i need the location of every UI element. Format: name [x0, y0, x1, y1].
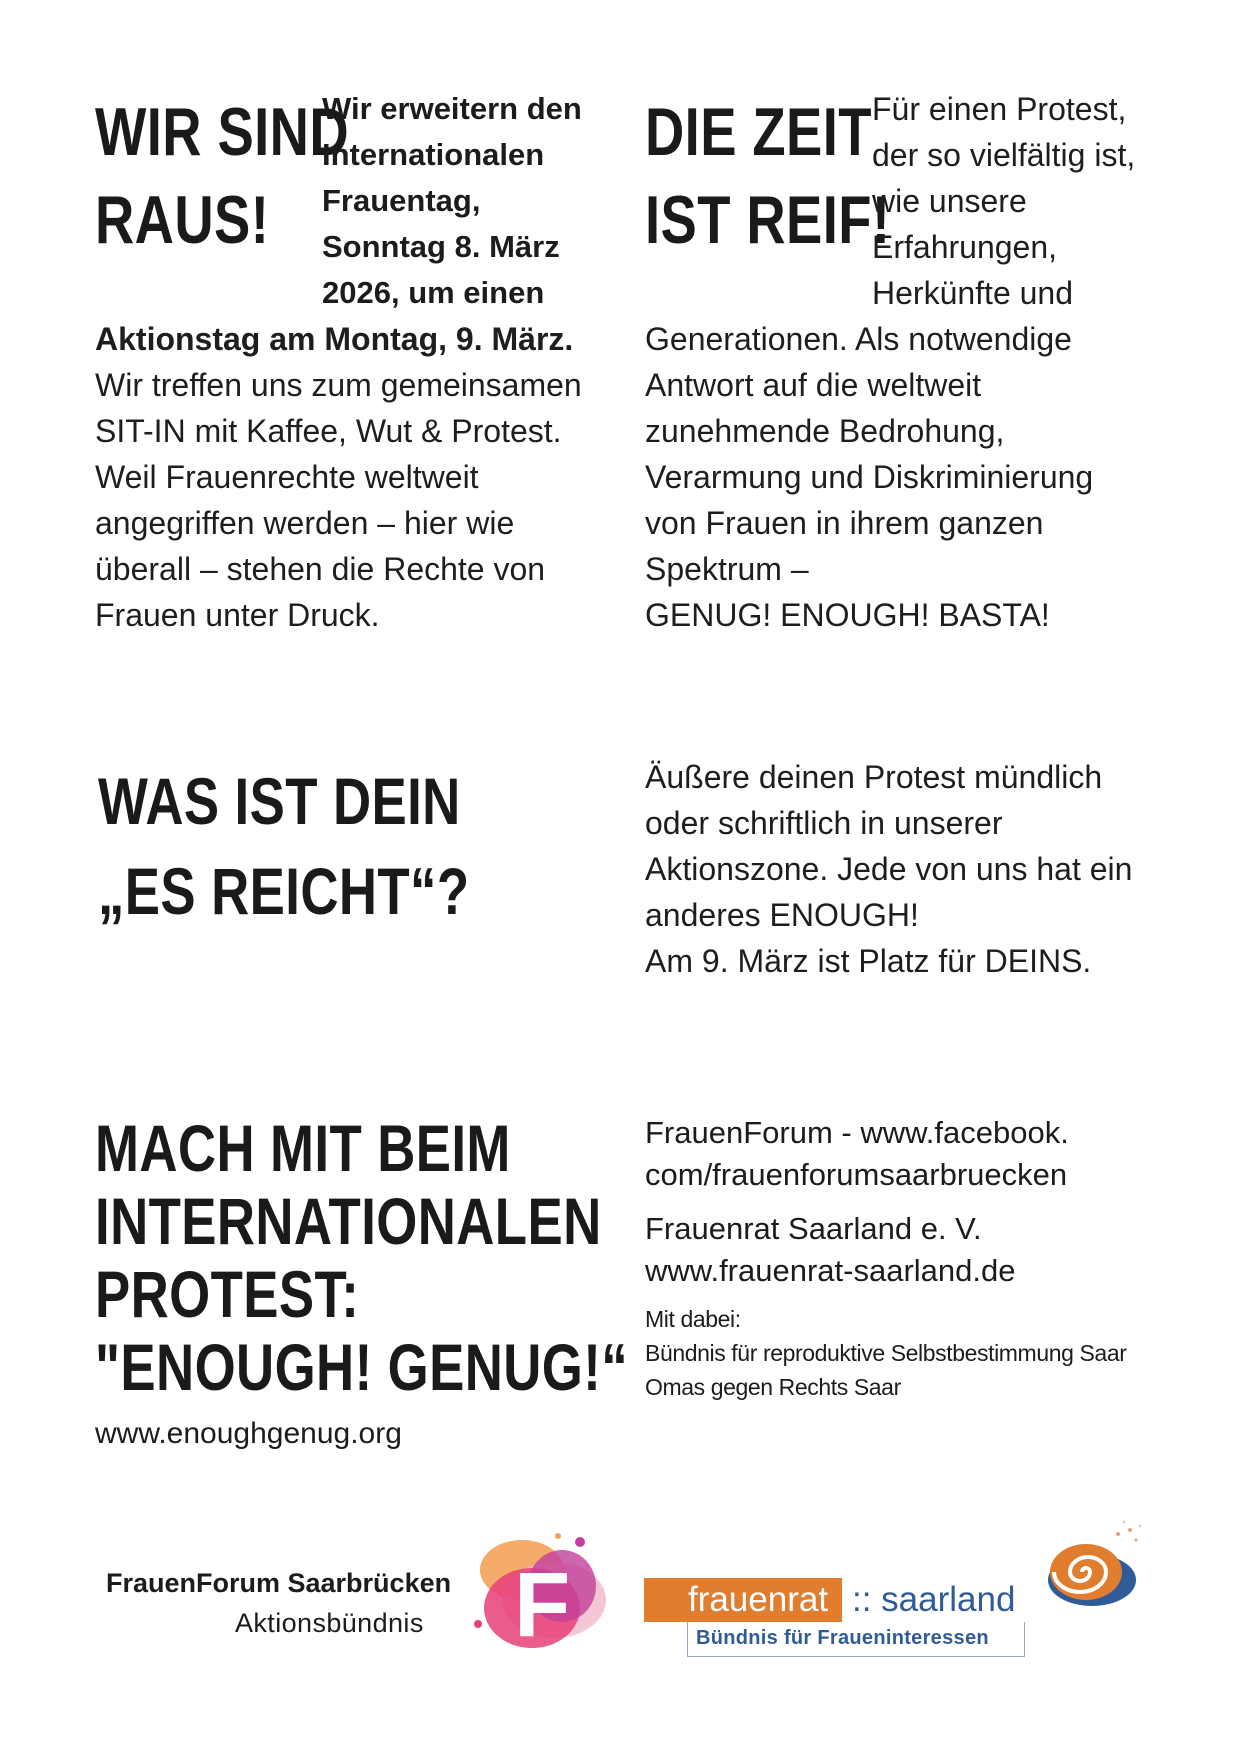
body-line: von Frauen in ihrem ganzen: [645, 505, 1044, 541]
heading-line: INTERNATIONALEN: [95, 1184, 602, 1258]
body-line: Äußere deinen Protest mündlich: [645, 759, 1103, 795]
intro-line: Sonntag 8. März: [322, 229, 560, 264]
heading-line: RAUS!: [95, 182, 270, 258]
frauenrat-swirl-icon: [1040, 1512, 1150, 1622]
intro-line: 2026, um einen: [322, 275, 545, 310]
body-line: Aktionszone. Jede von uns hat ein: [645, 851, 1133, 887]
contact-line: Frauenrat Saarland e. V.: [645, 1211, 982, 1246]
heading-line: DIE ZEIT: [645, 94, 872, 170]
intro-line: Wir erweitern den: [322, 91, 582, 126]
contact-line[interactable]: com/frauenforumsaarbruecken: [645, 1157, 1068, 1192]
section2-body: [645, 316, 1165, 638]
swirl-dot: [1139, 1525, 1142, 1528]
mit-dabei-line: Bündnis für reproduktive Selbstbestimmung Saar: [645, 1340, 1127, 1366]
body-line: zunehmende Bedrohung,: [645, 413, 1005, 449]
body-line: SIT-IN mit Kaffee, Wut & Protest.: [95, 413, 562, 449]
body-line: angegriffen werden – hier wie: [95, 505, 515, 541]
contacts-block: [645, 1112, 1165, 1292]
contact-line[interactable]: www.frauenrat-saarland.de: [645, 1253, 1016, 1288]
frauenrat-logo-name: frauenrat: [688, 1580, 829, 1619]
logo-letter: F: [514, 1554, 571, 1656]
section2-intro: [872, 86, 1172, 316]
body-line: GENUG! ENOUGH! BASTA!: [645, 597, 1050, 633]
heading-line: PROTEST:: [95, 1257, 360, 1331]
heading-line: WAS IST DEIN: [98, 764, 461, 838]
frauenrat-logo-sub: Bündnis für Fraueninteressen: [696, 1627, 989, 1649]
intro-line: Frauentag,: [322, 183, 481, 218]
heading-was-ist-dein-es-reicht: [98, 756, 469, 936]
swirl-dot: [1123, 1521, 1126, 1524]
intro-line: Für einen Protest,: [872, 91, 1127, 127]
frauenforum-logo-icon: [462, 1528, 612, 1658]
logo-dot: [575, 1537, 585, 1547]
intro-line: Internationalen: [322, 137, 545, 172]
intro-text-block: [322, 86, 622, 316]
frauenforum-logo-sub: Aktionsbündnis: [235, 1608, 424, 1638]
intro-line: Erfahrungen,: [872, 229, 1058, 265]
body-line: oder schriftlich in unserer: [645, 805, 1003, 841]
aktionstag-line: Aktionstag am Montag, 9. März.: [95, 321, 574, 357]
section3-body: [645, 754, 1165, 984]
heading-line: "ENOUGH! GENUG!“: [95, 1330, 629, 1404]
body-line: Weil Frauenrechte weltweit: [95, 459, 479, 495]
swirl-dot: [1135, 1539, 1138, 1542]
heading-line: WIR SIND: [95, 94, 350, 170]
body-line: Antwort auf die weltweit: [645, 367, 982, 403]
body-line: Verarmung und Diskriminierung: [645, 459, 1094, 495]
enoughgenug-url[interactable]: www.enoughgenug.org: [95, 1417, 402, 1450]
body-line: Am 9. März ist Platz für DEINS.: [645, 943, 1092, 979]
body-line: überall – stehen die Rechte von: [95, 551, 546, 587]
body-line: Frauen unter Druck.: [95, 597, 380, 633]
logo-dot: [474, 1620, 482, 1628]
mit-dabei-block: [645, 1302, 1165, 1404]
intro-line: Herkünfte und: [872, 275, 1074, 311]
frauenforum-logo-name: FrauenForum Saarbrücken: [106, 1568, 452, 1598]
body-line: Generationen. Als notwendige: [645, 321, 1072, 357]
swirl-dot: [1116, 1532, 1120, 1536]
heading-wir-sind-raus: [95, 88, 349, 264]
contact-line[interactable]: FrauenForum - www.facebook.: [645, 1115, 1069, 1150]
heading-die-zeit-ist-reif: [645, 88, 890, 264]
mit-dabei-line: Omas gegen Rechts Saar: [645, 1374, 901, 1400]
swirl-dot: [1128, 1528, 1132, 1532]
body-line: anderes ENOUGH!: [645, 897, 919, 933]
section1-body: [95, 316, 615, 638]
heading-line: „ES REICHT“?: [98, 854, 470, 928]
body-line: Wir treffen uns zum gemeinsamen: [95, 367, 582, 403]
heading-line: MACH MIT BEIM: [95, 1111, 511, 1185]
heading-mach-mit: [95, 1112, 628, 1404]
mit-dabei-line: Mit dabei:: [645, 1306, 741, 1332]
body-line: Spektrum –: [645, 551, 809, 587]
logo-dot: [555, 1533, 561, 1539]
frauenrat-logo-saarland: :: saarland: [852, 1580, 1016, 1619]
intro-line: wie unsere: [872, 183, 1027, 219]
heading-line: IST REIF!: [645, 182, 891, 258]
intro-line: der so vielfältig ist,: [872, 137, 1136, 173]
